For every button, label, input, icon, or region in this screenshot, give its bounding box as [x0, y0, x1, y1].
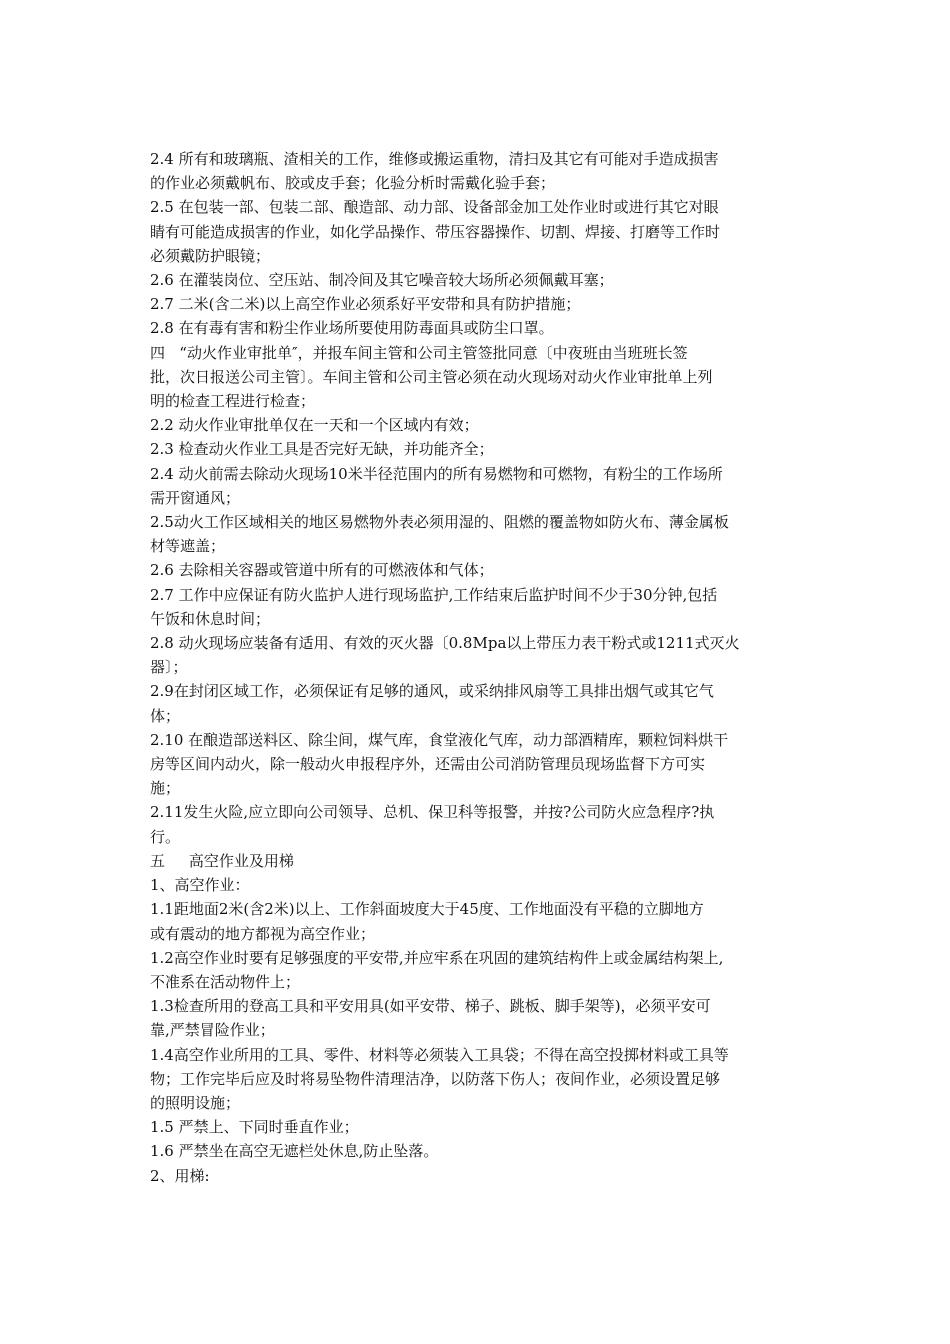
paragraph: [150, 341, 800, 414]
text-line: 午饭和休息时间；: [150, 609, 271, 628]
paragraph: [150, 316, 800, 340]
text-line: 1.5 严禁上、下同时垂直作业；: [150, 1118, 359, 1137]
text-line: 材等遮盖；: [150, 537, 226, 556]
text-line: 1.6 严禁坐在高空无遮栏处休息,防止坠落。: [150, 1142, 439, 1161]
text-line: 需开窗通风；: [150, 488, 241, 507]
text-line: 明的检查工程进行检查；: [150, 392, 316, 411]
paragraph: [150, 800, 800, 848]
text-line: 四 “动火作业审批单″，并报车间主管和公司主管签批同意〔中夜班由当班班长签: [150, 343, 688, 362]
text-line: 2.4 所有和玻璃瓶、渣相关的工作，维修或搬运重物，清扫及其它有可能对手造成损害: [150, 150, 719, 168]
paragraph: [150, 1115, 800, 1139]
text-line: 2.8 动火现场应装备有适用、有效的灭火器〔0.8Mpa以上带压力表干粉式或1211式灭火: [150, 634, 740, 653]
text-line: 必须戴防护眼镜；: [150, 246, 271, 265]
text-line: 2.11发生火险,应立即向公司领导、总机、保卫科等报警，并按?公司防火应急程序?执: [150, 803, 715, 822]
text-line: 五 高空作业及用梯: [150, 851, 294, 870]
text-line: 2.8 在有毒有害和粉尘作业场所要使用防毒面具或防尘口罩。: [150, 319, 554, 338]
text-line: 不准系在活动物件上；: [150, 972, 301, 991]
text-line: 2.10 在酿造部送料区、除尘间，煤气库，食堂液化气库，动力部酒精库，颗粒饲料烘干: [150, 730, 729, 749]
text-line: 2.7 工作中应保证有防火监护人进行现场监护,工作结束后监护时间不少于30分钟,包括: [150, 585, 718, 604]
paragraph: [150, 728, 800, 801]
paragraph: [150, 510, 800, 558]
text-line: 体；: [150, 706, 181, 725]
paragraph: [150, 849, 800, 873]
text-line: 2.6 在灌装岗位、空压站、制冷间及其它噪音较大场所必须佩戴耳塞；: [150, 271, 614, 290]
paragraph: [150, 1139, 800, 1163]
text-line: 器〕；: [150, 658, 188, 677]
paragraph: [150, 292, 800, 316]
text-line: 批，次日报送公司主管〕。车间主管和公司主管必须在动火现场对动火作业审批单上列: [150, 367, 713, 386]
paragraph: [150, 268, 800, 292]
paragraph: [150, 1164, 800, 1188]
text-line: 2.3 检查动火作业工具是否完好无缺，并功能齐全；: [150, 440, 494, 459]
text-line: 1、高空作业：: [150, 876, 250, 895]
text-line: 2.7 二米(含二米)以上高空作业必须系好平安带和具有防护措施；: [150, 295, 581, 314]
text-line: 睛有可能造成损害的作业，如化学品操作、带压容器操作、切割、焊接、打磨等工作时: [150, 222, 721, 241]
paragraph: [150, 413, 800, 437]
text-line: 1.3检查所用的登高工具和平安用具(如平安带、梯子、跳板、脚手架等)，必须平安可: [150, 997, 711, 1016]
text-line: 物；工作完毕后应及时将易坠物件清理洁净，以防落下伤人；夜间作业，必须设置足够: [150, 1069, 721, 1088]
text-line: 的照明设施；: [150, 1093, 241, 1112]
paragraph: [150, 195, 800, 268]
text-line: 的作业必须戴帆布、胶或皮手套；化验分析时需戴化验手套；: [150, 174, 556, 193]
paragraph: [150, 437, 800, 461]
text-line: 靠,严禁冒险作业；: [150, 1021, 275, 1040]
text-line: 1.1距地面2米(含2米)以上、工作斜面坡度大于45度、工作地面没有平稳的立脚地方: [150, 900, 704, 919]
paragraph: [150, 873, 800, 897]
text-line: 1.4高空作业所用的工具、零件、材料等必须装入工具袋；不得在高空投掷材料或工具等: [150, 1045, 729, 1064]
text-line: 2.4 动火前需去除动火现场10米半径范围内的所有易燃物和可燃物，有粉尘的工作场所: [150, 464, 723, 483]
text-line: 施；: [150, 779, 181, 798]
text-line: 1.2高空作业时要有足够强度的平安带,并应牢系在巩固的建筑结构件上或金属结构架上,: [150, 948, 724, 967]
paragraph: [150, 897, 800, 945]
paragraph: [150, 631, 800, 679]
text-line: 或有震动的地方都视为高空作业；: [150, 924, 376, 943]
text-line: 2.9在封闭区域工作，必须保证有足够的通风，或采纳排风扇等工具排出烟气或其它气: [150, 682, 714, 701]
text-line: 房等区间内动火，除一般动火申报程序外，还需由公司消防管理员现场监督下方可实: [150, 755, 706, 774]
text-line: 2.2 动火作业审批单仅在一天和一个区域内有效；: [150, 416, 479, 435]
paragraph: [150, 679, 800, 727]
text-line: 2.5动火工作区域相关的地区易燃物外表必须用湿的、阻燃的覆盖物如防火布、薄金属板: [150, 513, 729, 532]
text-line: 2.5 在包装一部、包装二部、酿造部、动力部、设备部金加工处作业时或进行其它对眼: [150, 198, 719, 217]
text-line: 行。: [150, 827, 181, 846]
paragraph: [150, 462, 800, 510]
paragraph: [150, 1043, 800, 1116]
paragraph: [150, 583, 800, 631]
document-body: [150, 147, 800, 1188]
paragraph: [150, 994, 800, 1042]
text-line: 2、用梯:: [150, 1166, 210, 1185]
paragraph: [150, 147, 800, 195]
text-line: 2.6 去除相关容器或管道中所有的可燃液体和气体；: [150, 561, 494, 580]
paragraph: [150, 558, 800, 582]
paragraph: [150, 946, 800, 994]
